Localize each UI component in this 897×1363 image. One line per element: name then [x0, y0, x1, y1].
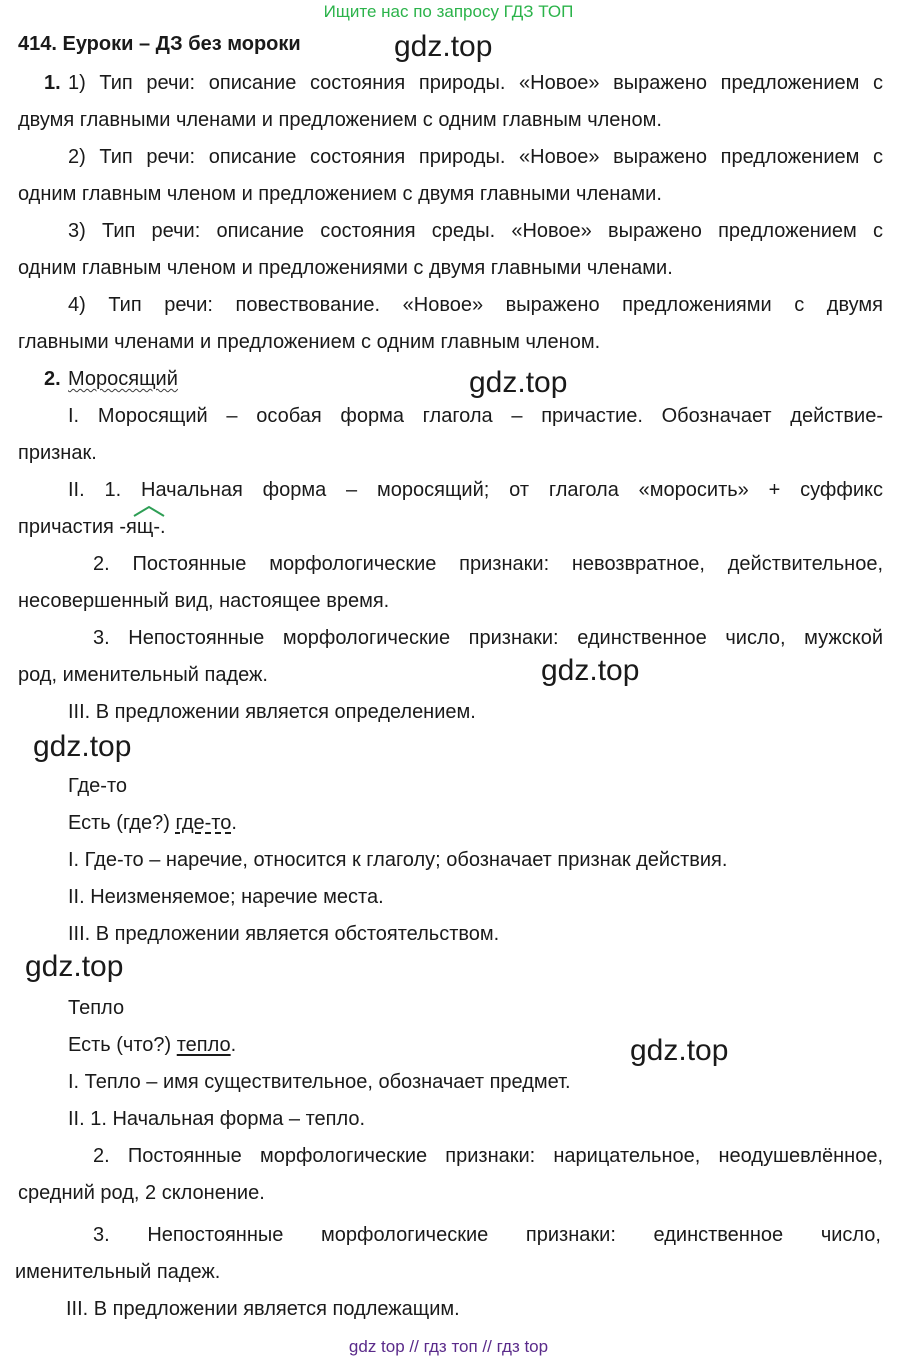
watermark: gdz.top — [541, 654, 640, 687]
suffix-text: ящ — [126, 516, 154, 538]
suffix-mark-icon — [132, 504, 166, 518]
paragraph-line: II. 1. Начальная форма – моросящий; от глагола «моросить» + суффикс — [68, 479, 883, 501]
paragraph-line — [68, 811, 237, 835]
paragraph-line: главными членами и предложением с одним главным членом. — [18, 331, 601, 353]
parsed-word: Где-то — [68, 775, 128, 797]
paragraph-line: 3) Тип речи: описание состояния среды. «Новое» выражено предложением с — [68, 220, 883, 242]
underlined-word: тепло — [176, 1034, 231, 1056]
paragraph-line: одним главным членом и предложениями с двумя главными членами. — [18, 257, 673, 279]
question-text: Есть (где?) — [68, 812, 176, 834]
paragraph-line: III. В предложении является подлежащим. — [66, 1298, 460, 1320]
paragraph-line: двумя главными членами и предложением с одним главным членом. — [18, 109, 662, 131]
parsed-word: Моросящий — [68, 368, 178, 390]
suffix-prefix: причастия - — [18, 516, 127, 538]
paragraph-line: несовершенный вид, настоящее время. — [18, 590, 390, 612]
paragraph-line: III. В предложении является обстоятельством. — [68, 923, 500, 945]
paragraph-line: именительный падеж. — [15, 1261, 221, 1283]
watermark: gdz.top — [25, 950, 124, 983]
task-number: 2. — [44, 368, 61, 390]
paragraph-line: I. Тепло – имя существительное, обозначает предмет. — [68, 1071, 571, 1093]
watermark: gdz.top — [33, 730, 132, 763]
question-text: Есть (что?) — [68, 1034, 177, 1056]
period: . — [231, 812, 237, 834]
paragraph-line: средний род, 2 склонение. — [18, 1182, 265, 1204]
task-number: 1. — [44, 72, 61, 94]
paragraph-line: II. Неизменяемое; наречие места. — [68, 886, 384, 908]
period: . — [230, 1034, 237, 1056]
paragraph-line: род, именительный падеж. — [18, 664, 268, 686]
paragraph-line: 4) Тип речи: повествование. «Новое» выражено предложениями с двумя — [68, 294, 883, 316]
watermark: gdz.top — [469, 366, 568, 399]
paragraph-line: одним главным членом и предложением с двумя главными членами. — [18, 183, 662, 205]
paragraph-line: II. 1. Начальная форма – тепло. — [68, 1108, 366, 1130]
footer-links[interactable]: gdz top // гдз топ // гдз top — [348, 1337, 549, 1356]
paragraph-line: 1) Тип речи: описание состояния природы. «Новое» выражено предложением с — [68, 72, 883, 94]
paragraph-line: 2. Постоянные морфологические признаки: нарицательное, неодушевлённое, — [93, 1145, 883, 1167]
paragraph-line: 2) Тип речи: описание состояния природы. «Новое» выражено предложением с — [68, 146, 883, 168]
paragraph-line: I. Где-то – наречие, относится к глаголу; обозначает признак действия. — [68, 849, 728, 871]
watermark: gdz.top — [630, 1034, 729, 1067]
paragraph-line — [18, 515, 166, 539]
underlined-word: где-то — [175, 812, 232, 834]
top-banner[interactable]: Ищите нас по запросу ГДЗ ТОП — [323, 2, 574, 21]
page-title: 414. Еуроки – ДЗ без мороки — [18, 33, 301, 55]
paragraph-line: 2. Постоянные морфологические признаки: невозвратное, действительное, — [93, 553, 883, 575]
watermark: gdz.top — [394, 30, 493, 63]
suffix-end: -. — [153, 516, 166, 538]
paragraph-line: III. В предложении является определением. — [68, 701, 476, 723]
paragraph-line: 3. Непостоянные морфологические признаки: единственное число, — [93, 1224, 881, 1246]
paragraph-line: 3. Непостоянные морфологические признаки: единственное число, мужской — [93, 627, 883, 649]
paragraph-line: признак. — [18, 442, 97, 464]
paragraph-line — [68, 1033, 236, 1057]
parsed-word: Тепло — [68, 997, 125, 1019]
paragraph-line: I. Моросящий – особая форма глагола – причастие. Обозначает действие- — [68, 405, 883, 427]
